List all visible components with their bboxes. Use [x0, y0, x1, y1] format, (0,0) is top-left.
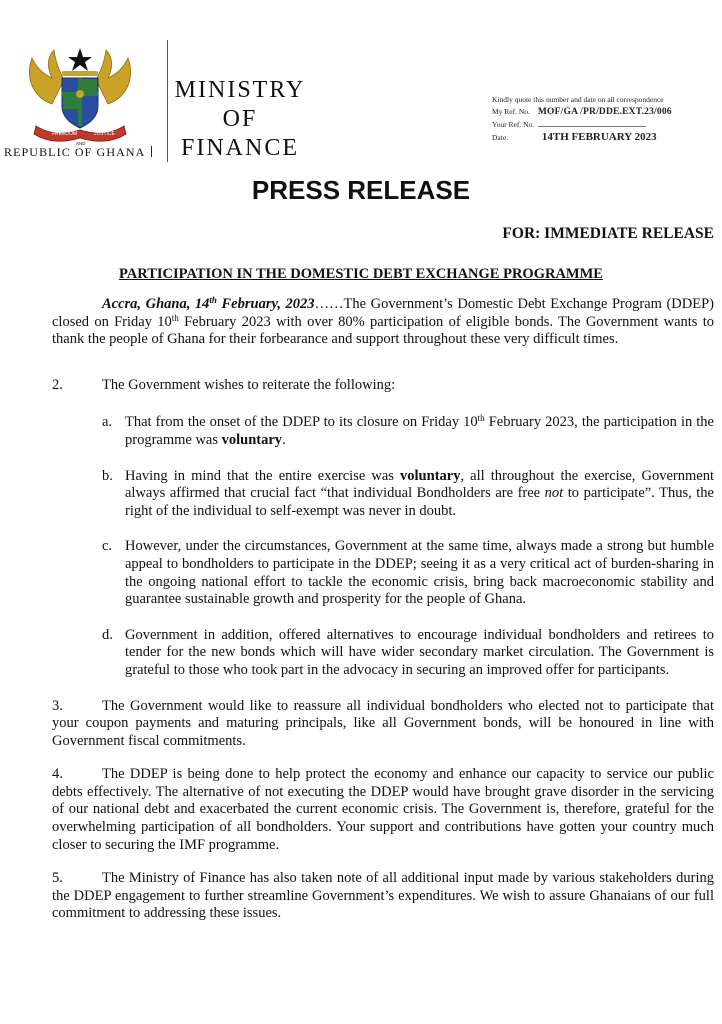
release-tag: FOR: IMMEDIATE RELEASE [502, 225, 714, 242]
subject-heading: PARTICIPATION IN THE DOMESTIC DEBT EXCHANGE PROGRAMME [119, 266, 603, 282]
my-ref-row: My Ref. No. MOF/GA /PR/DDE.EXT.23/006 [492, 107, 672, 117]
letterhead-divider [167, 40, 168, 162]
list-item: b. Having in mind that the entire exercise was voluntary, all throughout the exercise, Government always affirmed that crucial fact “that individual Bondholders are free not to participate”. Thus, the right of the individual to self-exempt was never in doubt. [102, 467, 714, 519]
paragraph-4: 4. The DDEP is being done to help protect the economy and enhance our capacity to service our public debts effectively. The alternative of not executing the DDEP would have brought grave disorder in the servicing of our national debt and exacerbated the current economic crisis. The Government is, therefore, grateful for the overwhelming participation of all bondholders. Your support and contributions have gotten your country much closer to securing the IMF programme. [52, 766, 714, 853]
list-item: a. That from the onset of the DDEP to its closure on Friday 10th February 2023, the participation in the programme was voluntary. [102, 413, 714, 448]
list-item: d. Government in addition, offered alternatives to encourage individual bondholders and retirees to tender for the new bonds which will have wider secondary market circulation. The Government is grateful to those who took part in the advocacy in securing an improved offer for participants. [102, 626, 714, 678]
your-ref-row: Your Ref. No. [492, 118, 716, 131]
paragraph-3: 3. The Government would like to reassure all individual bondholders who elected not to participate that your coupon payments and maturing principals, like all Government bonds, will be honoured in line with Government fiscal commitments. [52, 697, 714, 749]
page-title: PRESS RELEASE [251, 175, 471, 205]
republic-of-ghana-label: REPUBLIC OF GHANA [4, 145, 166, 160]
motto-mid: AND [76, 141, 86, 146]
list-item: c. However, under the circumstances, Government at the same time, always made a strong but humble appeal to bondholders to participate in the DDEP; seeing it as a very critical act of burden-sharing in the ongoing national effort to tackle the economic crisis, bring back macroeconomic stability and guarantee sustainable growth and prosperity for the people of Ghana. [102, 538, 714, 608]
date-value: 14TH FEBRUARY 2023 [541, 131, 657, 143]
paragraph-5: 5. The Ministry of Finance has also taken note of all additional input made by various stakeholders during the DDEP engagement to further streamline Government’s expenditures. We wish to assure Ghanaians of our full commitment to addressing these issues. [52, 870, 714, 922]
intro-paragraph: Accra, Ghana, 14th February, 2023……The Government’s Domestic Debt Exchange Program (DDEP) closed on Friday 10th February 2023 with over 80% participation of eligible bonds. The Government wants to thank the people of Ghana for their forbearance and support throughout these very difficult times. [52, 295, 714, 348]
my-ref-value: MOF/GA /PR/DDE.EXT.23/006 [537, 107, 672, 117]
reference-note: Kindly quote this number and date on all correspondence [492, 95, 664, 104]
motto-left: FREEDOM [52, 131, 77, 137]
paragraph-2: 2. The Government wishes to reiterate the following: [52, 376, 396, 393]
reference-block [492, 94, 716, 144]
ministry-wordmark: MINISTRY OF FINANCE [174, 77, 306, 161]
motto-right: JUSTICE [94, 131, 115, 137]
ghana-coat-of-arms-icon [22, 44, 138, 148]
dateline: Accra, Ghana, 14th February, 2023 [102, 295, 315, 312]
reiteration-list [102, 414, 714, 679]
press-release-body [52, 296, 714, 923]
date-row: Date. 14TH FEBRUARY 2023 [492, 131, 657, 143]
